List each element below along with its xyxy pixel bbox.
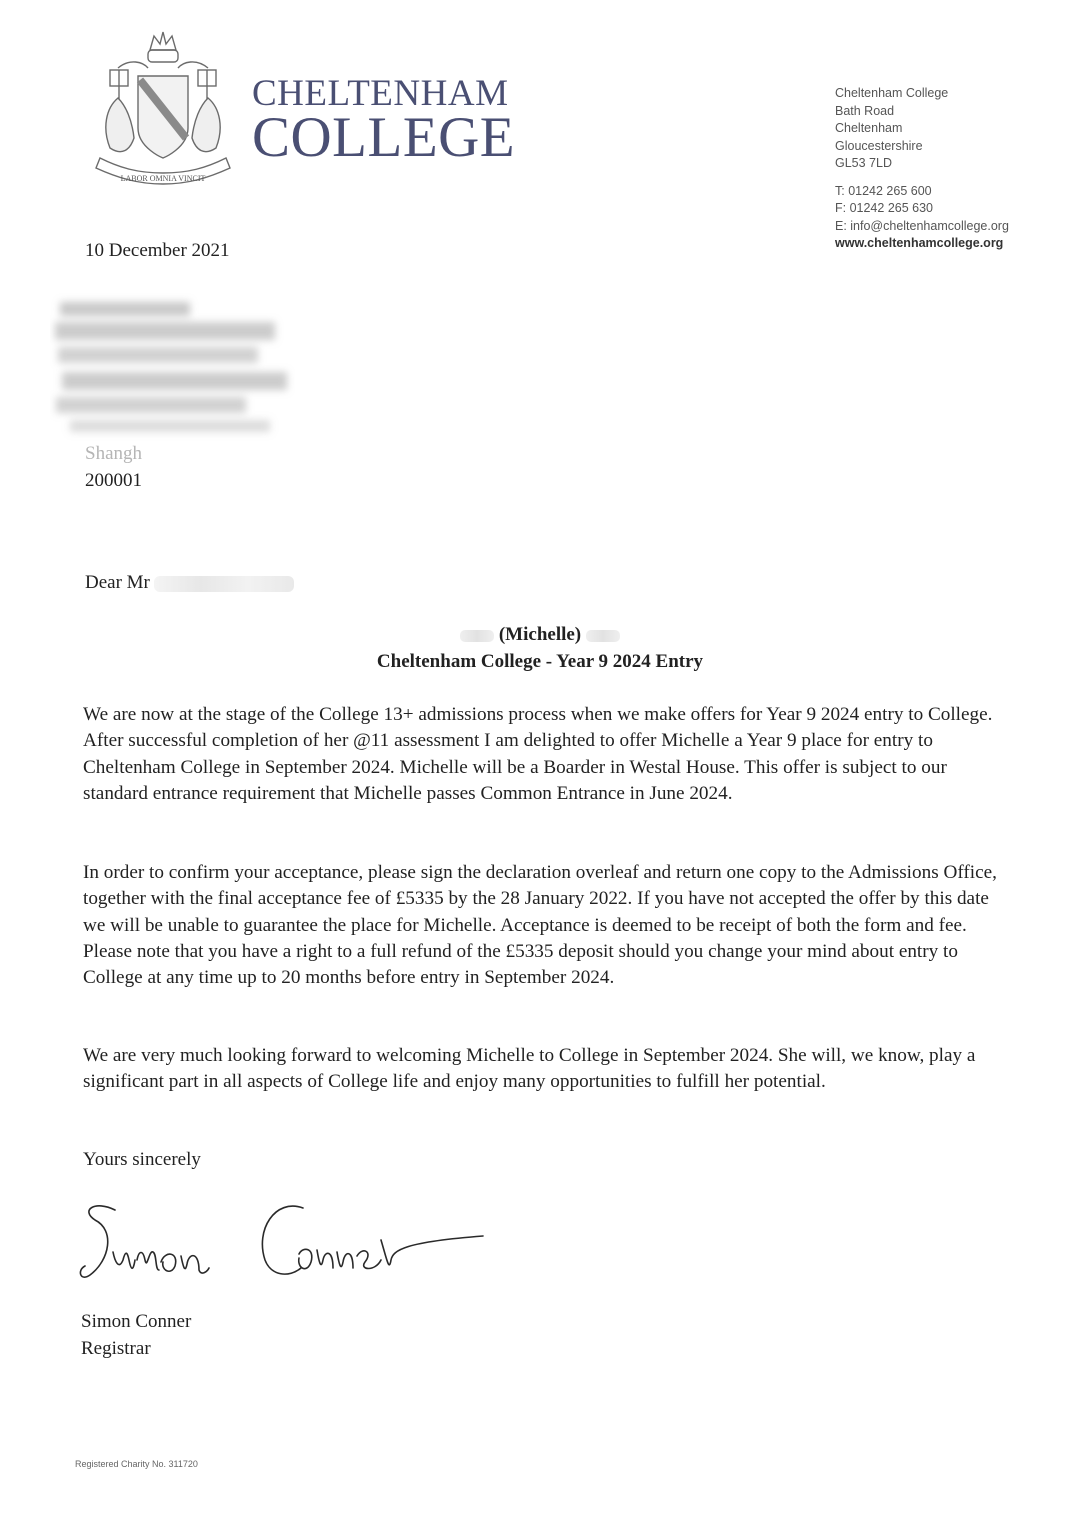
college-logo [252, 73, 516, 169]
phone-number: T: 01242 265 600 [835, 183, 932, 198]
address-line: Bath Road [835, 103, 895, 118]
redacted-surname [586, 630, 620, 642]
student-name-heading [0, 624, 1080, 646]
body-paragraph-3: We are very much looking forward to welcoming Michelle to College in September 2024. She will, we know, play a significant part in all aspects of College life and enjoy many opportunities to fulfill her potential. [83, 1045, 976, 1093]
recipient-city: Shangh [85, 443, 142, 464]
address-line: Cheltenham College [835, 86, 949, 100]
signer-block [81, 1308, 191, 1362]
closing-line: Yours sincerely [83, 1149, 201, 1170]
body-paragraph-1: We are now at the stage of the College 13+ admissions process when we make offers for Year 9 2024 entry to College. After successful completion of her @11 assessment I am delighted to offer Michelle a Year 9 place for entry to Cheltenham College in September 2024. Michelle will be a Boarder in Westal House. This offer is subject to our standard entrance requirement that Michelle passes Common Entrance in June 2024. [83, 704, 993, 804]
salutation [85, 572, 294, 594]
redacted-address-block [50, 292, 295, 442]
address-line: GL53 7LD [835, 156, 892, 170]
college-address [835, 85, 1009, 253]
charity-number: Registered Charity No. 311720 [75, 1459, 198, 1469]
recipient-address [85, 440, 142, 494]
college-crest-icon [88, 28, 238, 193]
address-line: Cheltenham [835, 121, 903, 135]
redacted-name [154, 576, 294, 592]
body-paragraph-2: In order to confirm your acceptance, please sign the declaration overleaf and return one copy to the Admissions Office, together with the final acceptance fee of £5335 by the 28 January 2022. If you have not accepted the offer by this date we will be unable to guarantee the place for Michelle. Acceptance is deemed to be receipt of both the form and fee. Please note that you have a right to a full refund of the £5335 deposit should you change your mind about entry to College at any time up to 20 months before entry in September 2024. [83, 862, 997, 989]
address-line: Gloucestershire [835, 138, 923, 153]
signer-role: Registrar [81, 1338, 151, 1359]
salutation-text: Dear Mr [85, 572, 150, 593]
handwritten-signature [75, 1190, 495, 1295]
fax-number: F: 01242 265 630 [835, 201, 933, 215]
redacted-first-name [460, 630, 494, 642]
logo-line-1: CHELTENHAM [252, 73, 509, 114]
email-address: E: info@cheltenhamcollege.org [835, 218, 1009, 233]
logo-line-2: COLLEGE [252, 106, 516, 169]
crest-motto: LABOR OMNIA VINCIT [120, 174, 206, 183]
recipient-postcode: 200001 [85, 470, 142, 491]
student-name: (Michelle) [498, 624, 582, 645]
letter-subject: Cheltenham College - Year 9 2024 Entry [376, 651, 704, 672]
website-link: www.cheltenhamcollege.org [835, 236, 1004, 250]
letter-date: 10 December 2021 [85, 240, 230, 261]
signer-name: Simon Conner [81, 1311, 192, 1332]
